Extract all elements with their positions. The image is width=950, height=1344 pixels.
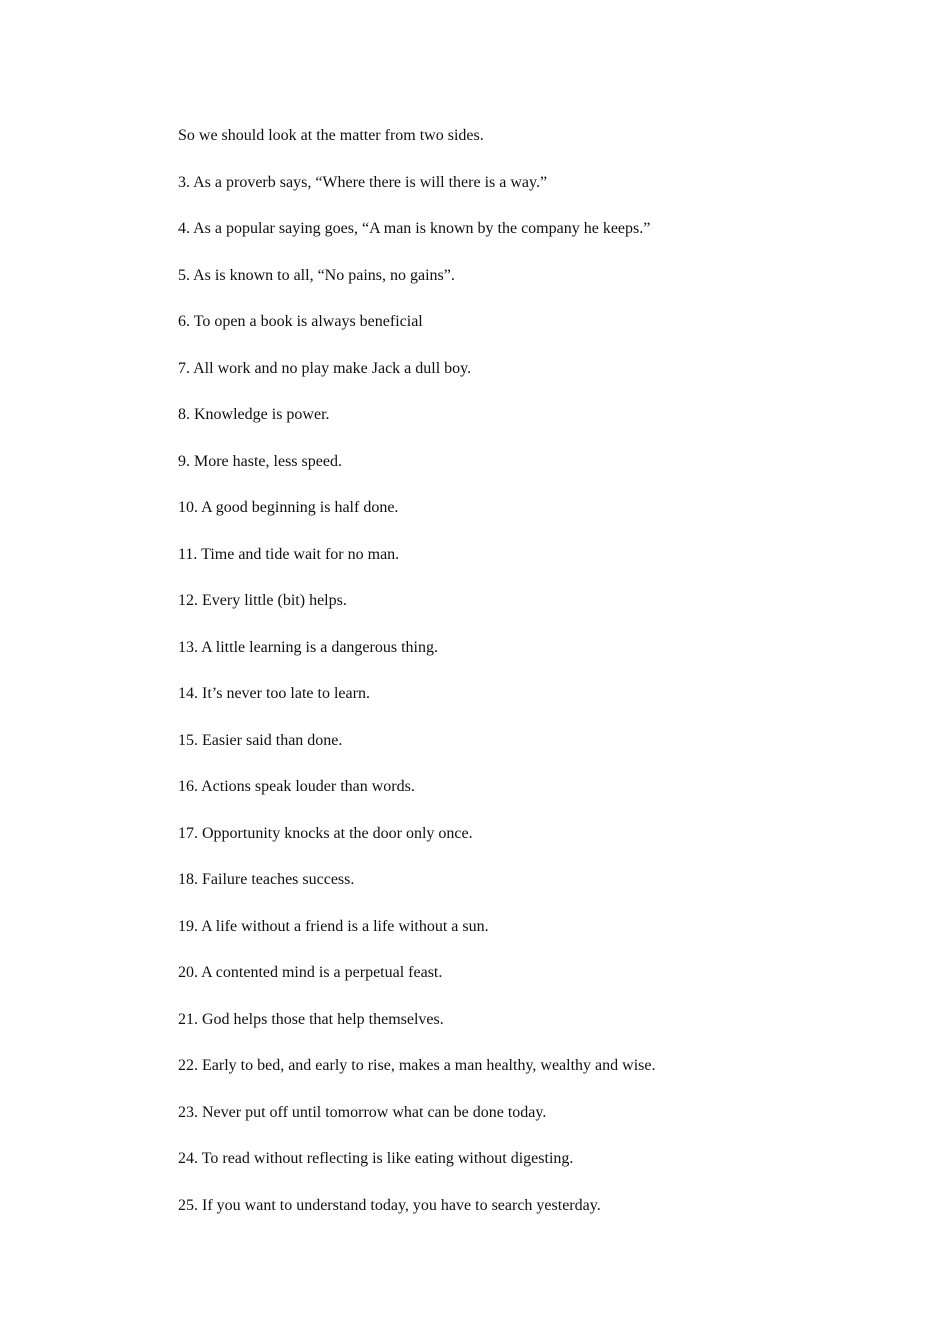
proverb-item-4: 4. As a popular saying goes, “A man is known by the company he keeps.” — [178, 220, 651, 237]
proverb-item-5: 5. As is known to all, “No pains, no gains”. — [178, 266, 455, 284]
document-body — [178, 125, 878, 1241]
proverb-item-8: 8. Knowledge is power. — [178, 406, 330, 423]
proverb-item-9: 9. More haste, less speed. — [178, 452, 342, 470]
proverb-item-22: 22. Early to bed, and early to rise, makes a man healthy, wealthy and wise. — [178, 1057, 656, 1074]
proverb-item-19: 19. A life without a friend is a life without a sun. — [178, 917, 489, 935]
intro-sentence: So we should look at the matter from two sides. — [178, 127, 484, 144]
proverb-item-17: 17. Opportunity knocks at the door only once. — [178, 824, 473, 842]
proverb-item-23: 23. Never put off until tomorrow what can be done today. — [178, 1103, 547, 1121]
proverb-item-18: 18. Failure teaches success. — [178, 871, 355, 888]
proverb-item-7: 7. All work and no play make Jack a dull boy. — [178, 359, 472, 377]
proverb-item-12: 12. Every little (bit) helps. — [178, 592, 347, 609]
proverb-item-16: 16. Actions speak louder than words. — [178, 778, 415, 795]
proverb-item-10: 10. A good beginning is half done. — [178, 499, 399, 516]
proverb-item-11: 11. Time and tide wait for no man. — [178, 545, 400, 563]
proverb-item-20: 20. A contented mind is a perpetual feast. — [178, 964, 443, 981]
proverb-item-3: 3. As a proverb says, “Where there is will there is a way.” — [178, 173, 548, 191]
proverb-item-15: 15. Easier said than done. — [178, 731, 343, 749]
proverb-item-21: 21. God helps those that help themselves. — [178, 1010, 444, 1028]
proverb-item-24: 24. To read without reflecting is like eating without digesting. — [178, 1150, 574, 1167]
proverb-item-13: 13. A little learning is a dangerous thing. — [178, 638, 438, 656]
proverb-item-6: 6. To open a book is always beneficial — [178, 313, 423, 330]
proverb-item-14: 14. It’s never too late to learn. — [178, 685, 370, 702]
proverb-item-25: 25. If you want to understand today, you have to search yesterday. — [178, 1196, 601, 1214]
